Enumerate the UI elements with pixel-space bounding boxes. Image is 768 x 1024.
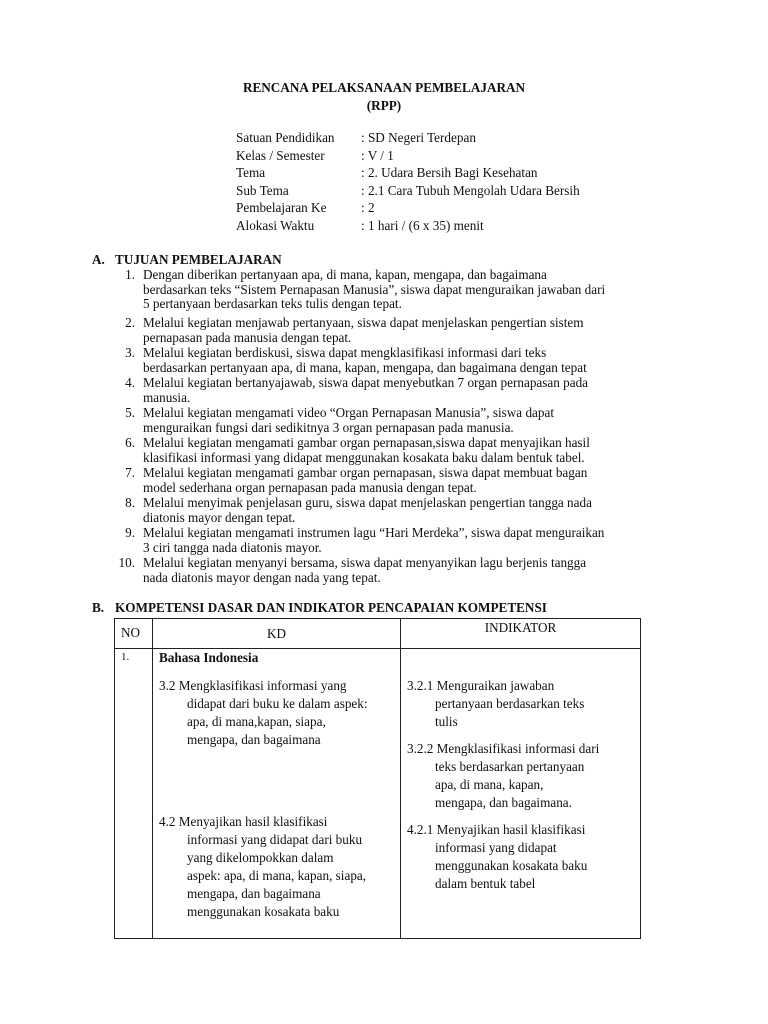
- kd-item: [159, 677, 399, 749]
- kd-line: aspek: apa, di mana, kapan, siapa,: [187, 868, 367, 883]
- section-b-heading: [92, 600, 692, 616]
- indikator-item: [407, 821, 639, 893]
- objective-number: 6.: [125, 435, 135, 450]
- indikator-line: 3.2.1 Menguraikan jawaban: [407, 678, 555, 693]
- objective-number: 1.: [125, 267, 135, 282]
- indikator-cell: [401, 649, 641, 939]
- objective-number: 2.: [125, 315, 135, 330]
- identity-row: [236, 217, 716, 235]
- indikator-line: informasi yang didapat: [435, 840, 557, 855]
- objective-line: diatonis mayor dengan tepat.: [143, 509, 296, 525]
- objective-line: Melalui kegiatan berdiskusi, siswa dapat mengklasifikasi informasi dari teks: [143, 345, 547, 360]
- objective-line: klasifikasi informasi yang didapat menggunakan kosakata baku dalam bentuk tabel.: [143, 449, 585, 465]
- objective-number: 8.: [125, 495, 135, 510]
- subject-title: Bahasa Indonesia: [159, 650, 259, 665]
- indikator-line: tulis: [435, 714, 458, 729]
- header-no: NO: [115, 619, 153, 649]
- objective-line: Melalui kegiatan mengamati gambar organ pernapasan,siswa dapat menyajikan hasil: [143, 435, 590, 450]
- objective-line: Melalui kegiatan mengamati gambar organ pernapasan, siswa dapat membuat bagan: [143, 465, 588, 480]
- indikator-line: mengapa, dan bagaimana.: [435, 795, 572, 810]
- identity-value: : 2: [361, 200, 375, 215]
- indikator-line: apa, di mana, kapan,: [435, 777, 544, 792]
- indikator-line: teks berdasarkan pertanyaan: [435, 759, 585, 774]
- objective-number: 10.: [118, 555, 135, 570]
- kd-line: 3.2 Mengklasifikasi informasi yang: [159, 678, 347, 693]
- identity-value: : 2.1 Cara Tubuh Mengolah Udara Bersih: [361, 182, 580, 198]
- identity-row: [236, 182, 716, 200]
- row-number: 1.: [115, 649, 153, 939]
- indikator-line: 4.2.1 Menyajikan hasil klasifikasi: [407, 822, 586, 837]
- identity-row: [236, 129, 716, 147]
- objective-line: Melalui kegiatan menjawab pertanyaan, siswa dapat menjelaskan pengertian sistem: [143, 315, 584, 330]
- indikator-line: pertanyaan berdasarkan teks: [435, 696, 585, 711]
- objective-line: pernapasan pada manusia dengan tepat.: [143, 329, 352, 345]
- identity-value: : 2. Udara Bersih Bagi Kesehatan: [361, 165, 538, 180]
- objective-number: 5.: [125, 405, 135, 420]
- objective-line: 5 pertanyaan berdasarkan teks tulis dengan tepat.: [143, 296, 402, 312]
- objective-number: 9.: [125, 525, 135, 540]
- kd-line: informasi yang didapat dari buku: [187, 832, 363, 847]
- section-a-label: A.: [92, 252, 105, 267]
- section-b-title: KOMPETENSI DASAR DAN INDIKATOR PENCAPAIAN KOMPETENSI: [115, 600, 547, 615]
- kd-line: mengapa, dan bagaimana: [187, 732, 321, 747]
- identity-label: Alokasi Waktu: [236, 217, 315, 233]
- identity-value: : V / 1: [361, 147, 394, 163]
- objective-line: model sederhana organ pernapasan pada manusia dengan tepat.: [143, 479, 477, 495]
- objective-line: 3 ciri tangga nada diatonis mayor.: [143, 539, 322, 555]
- indikator-line: menggunakan kosakata baku: [435, 858, 588, 873]
- objective-line: Melalui menyimak penjelasan guru, siswa dapat menjelaskan pengertian tangga nada: [143, 495, 592, 510]
- identity-value: : 1 hari / (6 x 35) menit: [361, 217, 484, 233]
- indikator-line: 3.2.2 Mengklasifikasi informasi dari: [407, 741, 600, 756]
- indikator-item: [407, 740, 639, 812]
- objective-line: manusia.: [143, 389, 191, 405]
- kd-item: [159, 813, 399, 921]
- document-subtitle: (RPP): [366, 98, 402, 113]
- kd-line: didapat dari buku ke dalam aspek:: [187, 696, 368, 711]
- indikator-line: dalam bentuk tabel: [435, 876, 536, 891]
- kd-cell: [153, 649, 401, 939]
- kd-line: apa, di mana,kapan, siapa,: [187, 714, 326, 729]
- document-title: RENCANA PELAKSANAAN PEMBELAJARAN: [242, 80, 526, 95]
- kd-line: mengapa, dan bagaimana: [187, 886, 321, 901]
- objective-line: berdasarkan teks “Sistem Pernapasan Manusia”, siswa dapat menguraikan jawaban dari: [143, 281, 606, 297]
- header-kd: KD: [153, 619, 401, 649]
- identity-label: Pembelajaran Ke: [236, 200, 327, 215]
- objective-line: Melalui kegiatan menyanyi bersama, siswa dapat menyanyikan lagu berjenis tangga: [143, 555, 587, 570]
- objective-number: 3.: [125, 345, 135, 360]
- indikator-item: [407, 677, 639, 731]
- section-b-label: B.: [92, 600, 105, 615]
- kd-line: menggunakan kosakata baku: [187, 904, 340, 919]
- kd-line: 4.2 Menyajikan hasil klasifikasi: [159, 814, 328, 829]
- objective-line: berdasarkan pertanyaan apa, di mana, kapan, mengapa, dan bagaimana dengan tepat: [143, 359, 587, 375]
- objective-line: Melalui kegiatan mengamati instrumen lagu “Hari Merdeka”, siswa dapat menguraikan: [143, 525, 605, 540]
- objective-line: nada diatonis mayor dengan nada yang tepat.: [143, 569, 381, 585]
- table-header-row: [115, 619, 641, 649]
- identity-row: [236, 164, 716, 182]
- kd-line: yang dikelompokkan dalam: [187, 850, 334, 865]
- objective-line: menguraikan fungsi dari sedikitnya 3 organ pernapasan pada manusia.: [143, 419, 514, 435]
- identity-label: Tema: [236, 165, 266, 180]
- objective-number: 4.: [125, 375, 135, 390]
- header-indikator: INDIKATOR: [401, 619, 641, 649]
- objective-line: Melalui kegiatan mengamati video “Organ Pernapasan Manusia”, siswa dapat: [143, 405, 555, 420]
- identity-row: [236, 147, 716, 165]
- identity-value: : SD Negeri Terdepan: [361, 130, 476, 145]
- section-a-title: TUJUAN PEMBELAJARAN: [115, 252, 282, 267]
- objective-number: 7.: [125, 465, 135, 480]
- identity-label: Kelas / Semester: [236, 147, 325, 163]
- kd-table: [114, 618, 641, 939]
- identity-label: Satuan Pendidikan: [236, 130, 335, 145]
- identity-row: [236, 199, 716, 217]
- section-a-heading: [92, 252, 692, 268]
- identity-label: Sub Tema: [236, 182, 289, 198]
- table-row: [115, 649, 641, 939]
- objective-line: Melalui kegiatan bertanyajawab, siswa dapat menyebutkan 7 organ pernapasan pada: [143, 375, 589, 390]
- objective-line: Dengan diberikan pertanyaan apa, di mana, kapan, mengapa, dan bagaimana: [143, 267, 547, 282]
